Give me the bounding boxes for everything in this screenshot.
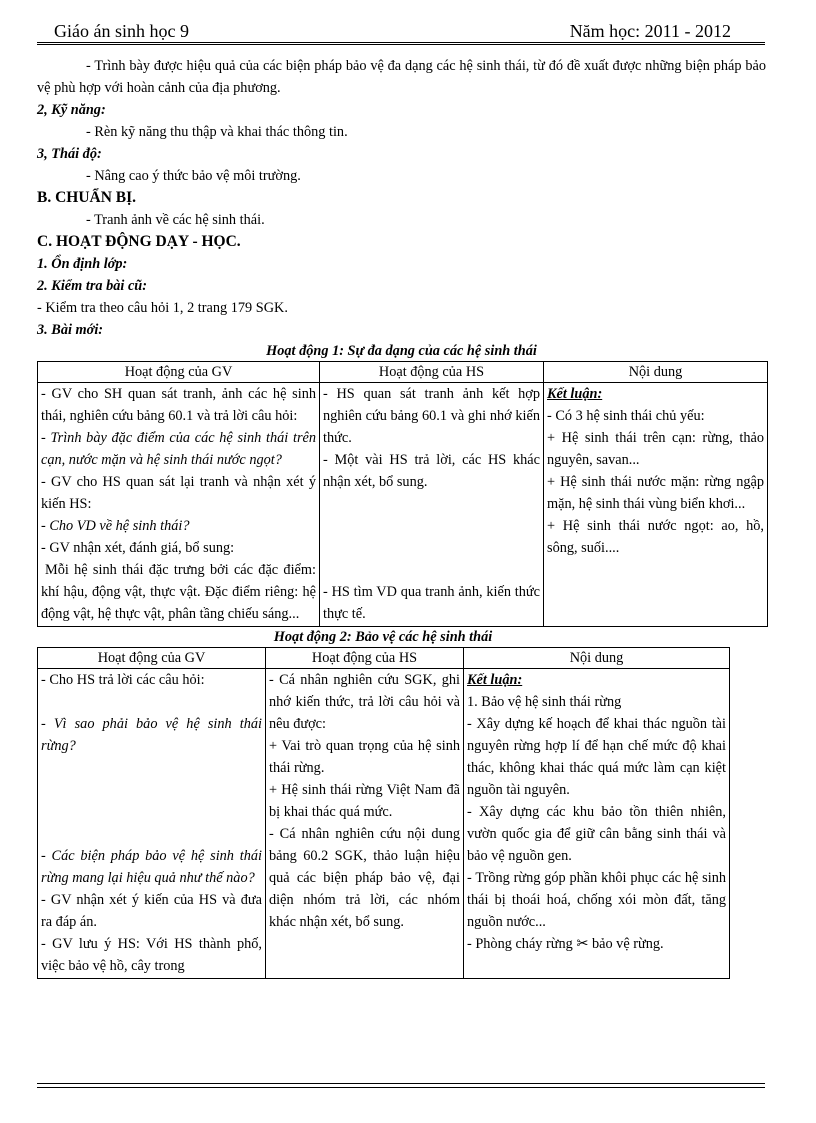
attitude-text: - Nâng cao ý thức bảo vệ môi trường.	[86, 168, 301, 184]
list-item: + Hệ sinh thái trên cạn: rừng, thảo nguyên, savan...	[547, 430, 764, 468]
header-divider	[37, 44, 765, 45]
objective-text: - Trình bày được hiệu quả của các biện pháp bảo vệ đa dạng các hệ sinh thái, từ đó đề xuất được những biện pháp bảo vệ phù hợp với hoàn cảnh của địa phương.	[37, 58, 766, 96]
header-school-year: Năm học: 2011 - 2012	[569, 21, 731, 41]
activities-heading: C. HOẠT ĐỘNG DẠY - HỌC.	[37, 233, 241, 250]
list-item: - GV nhận xét ý kiến của HS và đưa ra đáp án.	[41, 892, 262, 930]
page-header	[37, 14, 765, 43]
activity1-student-cell	[320, 383, 544, 627]
list-item: - HS quan sát tranh ảnh kết hợp nghiên cứu bảng 60.1 và ghi nhớ kiến thức.	[323, 386, 540, 446]
review-text: - Kiểm tra theo câu hỏi 1, 2 trang 179 SGK.	[37, 300, 288, 316]
activity2-table	[37, 647, 730, 979]
new-lesson-heading: 3. Bài mới:	[37, 322, 104, 338]
activity1-col-student: Hoạt động của HS	[320, 362, 544, 383]
activity1-table	[37, 361, 768, 627]
list-item: + Vai trò quan trọng của hệ sinh thái rừng.	[269, 738, 460, 776]
activity1-col-content: Nội dung	[544, 362, 768, 383]
list-item: - Các biện pháp bảo vệ hệ sinh thái rừng mang lại hiệu quả như thế nào?	[41, 848, 262, 886]
activity1-content-cell	[544, 383, 768, 627]
list-item: 1. Bảo vệ hệ sinh thái rừng	[467, 694, 622, 710]
activity2-teacher-cell	[38, 669, 266, 979]
skills-text: - Rèn kỹ năng thu thập và khai thác thông tin.	[86, 124, 348, 140]
list-item: - Trồng rừng góp phần khôi phục các hệ sinh thái bị thoái hoá, chống xói mòn đất, tăng nguồn nước...	[467, 870, 726, 930]
list-item: - GV cho HS quan sát lại tranh và nhận xét ý kiến HS:	[41, 474, 316, 512]
activity1-teacher-cell	[38, 383, 320, 627]
review-heading: 2. Kiểm tra bài cũ:	[37, 278, 148, 294]
list-item: - Một vài HS trả lời, các HS khác nhận xét, bổ sung.	[323, 452, 540, 490]
activity1-caption: Hoạt động 1: Sự đa dạng của các hệ sinh thái	[266, 343, 537, 359]
list-item: - HS tìm VD qua tranh ảnh, kiến thức thực tế.	[323, 584, 540, 622]
activity2-student-cell	[266, 669, 464, 979]
activity2-col-content: Nội dung	[464, 648, 730, 669]
activity2-col-teacher: Hoạt động của GV	[38, 648, 266, 669]
list-item: - Vì sao phải bảo vệ hệ sinh thái rừng?	[41, 716, 262, 754]
activity2-caption: Hoạt động 2: Bảo vệ các hệ sinh thái	[273, 629, 493, 645]
list-item: + Hệ sinh thái rừng Việt Nam đã bị khai thác quá mức.	[269, 782, 460, 820]
list-item: - GV lưu ý HS: Với HS thành phố, việc bảo vệ hồ, cây trong	[41, 936, 262, 974]
list-item: - Xây dựng các khu bảo tồn thiên nhiên, vườn quốc gia để giữ cân bằng sinh thái và bảo vệ nguồn gen.	[467, 804, 726, 864]
list-item: - Trình bày đặc điểm của các hệ sinh thái trên cạn, nước mặn và hệ sinh thái nước ngọt?	[41, 430, 316, 468]
preparation-heading: B. CHUẨN BỊ.	[37, 189, 137, 206]
activity2-col-student: Hoạt động của HS	[266, 648, 464, 669]
activity2-content-cell	[464, 669, 730, 979]
header-subject: Giáo án sinh học 9	[54, 21, 189, 41]
conclusion-label: Kết luận:	[467, 672, 523, 688]
list-item: - Cá nhân nghiên cứu SGK, ghi nhớ kiến thức, trả lời câu hỏi và nêu được:	[269, 672, 460, 732]
activity1-col-teacher: Hoạt động của GV	[38, 362, 320, 383]
list-item: - GV cho SH quan sát tranh, ảnh các hệ sinh thái, nghiên cứu bảng 60.1 và trả lời câu hỏi:	[41, 386, 316, 424]
list-item: - Có 3 hệ sinh thái chủ yếu:	[547, 408, 705, 424]
footer-divider-bottom	[37, 1087, 765, 1088]
skills-heading: 2, Kỹ năng:	[37, 102, 106, 118]
list-item: + Hệ sinh thái nước ngọt: ao, hồ, sông, suối....	[547, 518, 764, 556]
list-item: - Xây dựng kế hoạch để khai thác nguồn tài nguyên rừng hợp lí để hạn chế mức độ khai thác, không khai thác quá mức làm cạn kiệt nguồn tài nguyên.	[467, 716, 726, 798]
list-item: - Cho HS trả lời các câu hỏi:	[41, 672, 205, 688]
conclusion-label: Kết luận:	[547, 386, 603, 402]
preparation-text: - Tranh ảnh về các hệ sinh thái.	[86, 212, 265, 228]
scissors-icon: ✂	[576, 936, 589, 952]
list-item: - Phòng cháy rừng ✂ bảo vệ rừng.	[467, 936, 664, 952]
list-item: - Cá nhân nghiên cứu nội dung bảng 60.2 SGK, thảo luận hiệu quả các biện pháp bảo vệ, đại diện nhóm trả lời, các nhóm khác nhận xét, bổ sung.	[269, 826, 460, 930]
lesson-content	[37, 55, 766, 979]
footer-divider-top	[37, 1083, 765, 1084]
list-item: Mỗi hệ sinh thái đặc trưng bởi các đặc điểm: khí hậu, động vật, thực vật. Đặc điểm riêng: hệ động vật, hệ thực vật, phân tầng chiếu sáng...	[41, 562, 316, 622]
attitude-heading: 3, Thái độ:	[37, 146, 102, 162]
class-setup-heading: 1. Ổn định lớp:	[37, 256, 128, 272]
list-item: - GV nhận xét, đánh giá, bổ sung:	[41, 540, 235, 556]
list-item: + Hệ sinh thái nước mặn: rừng ngập mặn, hệ sinh thái vùng biển khơi...	[547, 474, 764, 512]
list-item: - Cho VD về hệ sinh thái?	[41, 518, 190, 534]
